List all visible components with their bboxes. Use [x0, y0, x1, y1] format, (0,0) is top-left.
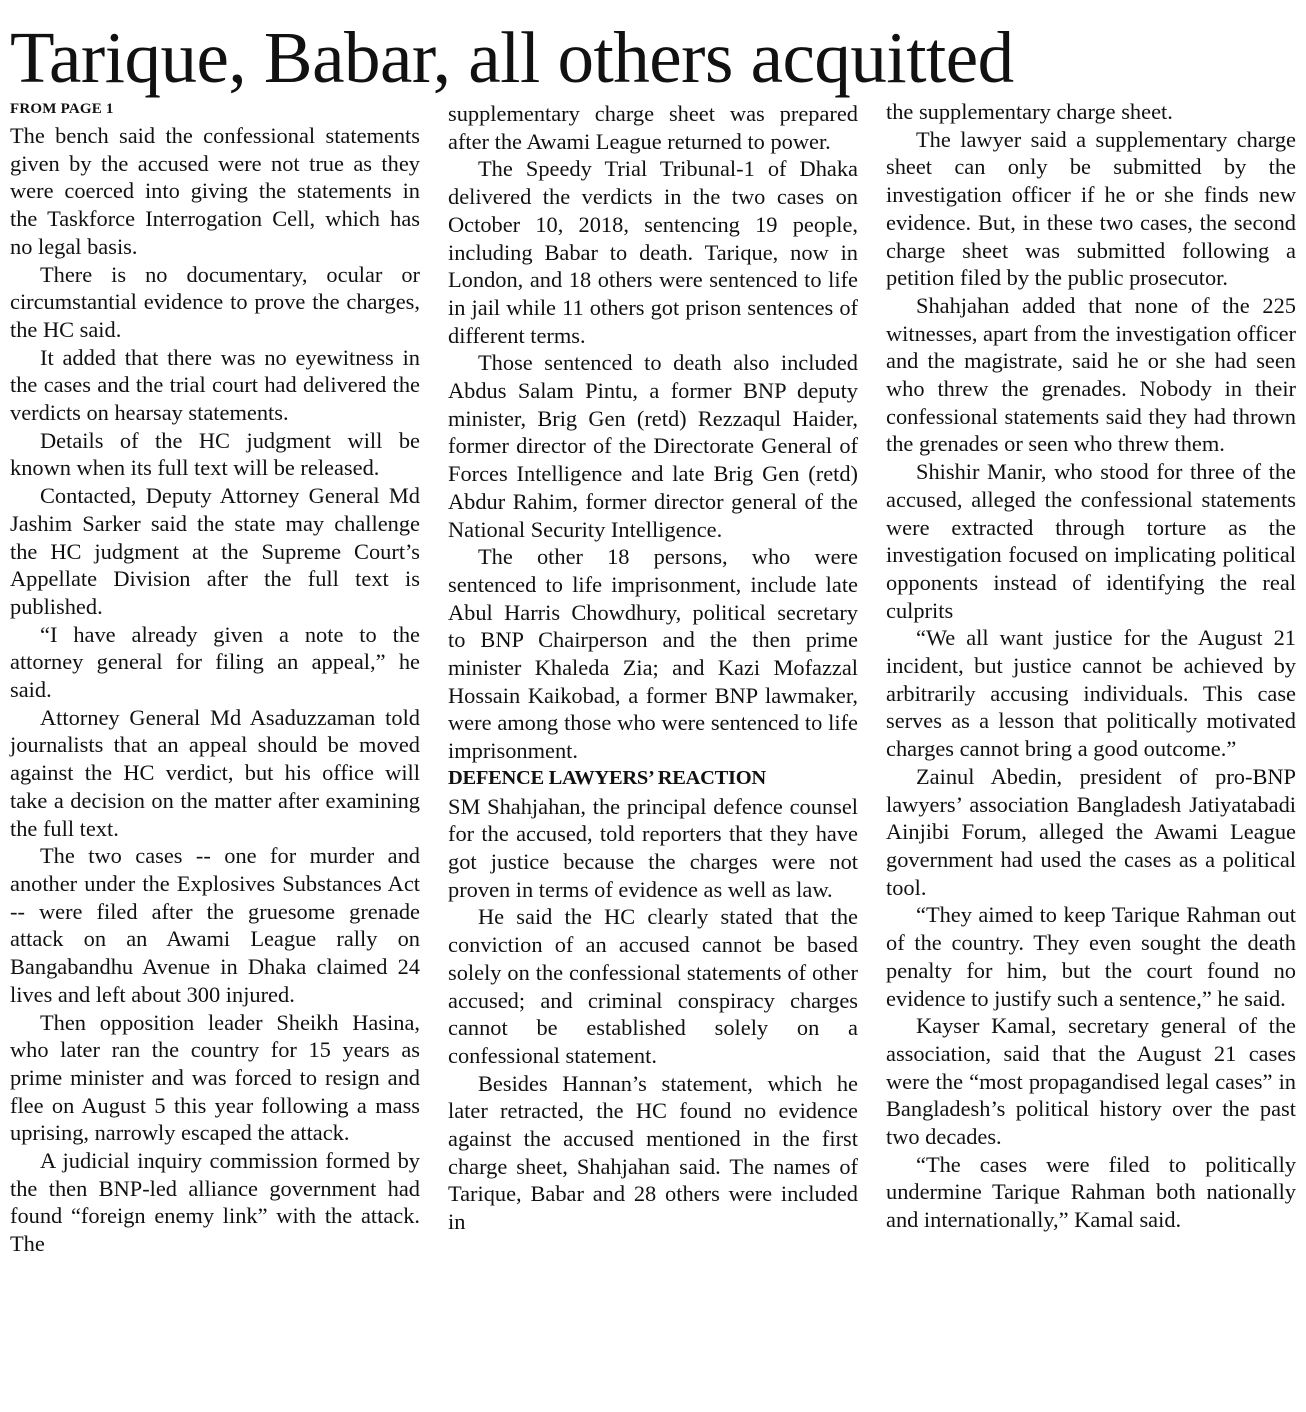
article-column-1: [10, 100, 420, 1258]
paragraph: supplementary charge sheet was prepared after the Awami League returned to power.: [448, 101, 858, 154]
paragraph: Shahjahan added that none of the 225 witnesses, apart from the investigation officer and the magistrate, said he or she had seen who threw the grenades. Nobody in their confessional statements said they had thrown the grenades or seen who threw them.: [886, 292, 1296, 457]
paragraph: Contacted, Deputy Attorney General Md Jashim Sarker said the state may challenge the HC judgment at the Supreme Court’s Appellate Division after the full text is published.: [10, 483, 420, 619]
headline: Tarique, Babar, all others acquitted: [10, 17, 1014, 98]
paragraph: There is no documentary, ocular or circumstantial evidence to prove the charges, the HC said.: [10, 261, 420, 342]
paragraph: Those sentenced to death also included Abdus Salam Pintu, a former BNP deputy minister, Brig Gen (retd) Rezzaqul Haider, former director of the Directorate General of Forces Intelligence and late Brig Gen (retd) Abdur Rahim, former director general of the National Security Intelligence.: [448, 350, 858, 542]
paragraph: Besides Hannan’s statement, which he later retracted, the HC found no evidence against the accused mentioned in the first charge sheet, Shahjahan said. The names of Tarique, Babar and 28 others were included in: [448, 1070, 858, 1235]
paragraph: Kayser Kamal, secretary general of the association, said that the August 21 cases were the “most propagandised legal cases” in Bangladesh’s political history over the past two decades.: [886, 1013, 1296, 1150]
paragraph: the supplementary charge sheet.: [886, 99, 1173, 124]
paragraph: SM Shahjahan, the principal defence counsel for the accused, told reporters that they have got justice because the charges were not proven in terms of evidence as well as law.: [448, 793, 858, 902]
paragraph: The lawyer said a supplementary charge sheet can only be submitted by the investigation officer if he or she finds new evidence. But, in these two cases, the second charge sheet was submitted following a petition filed by the public prosecutor.: [886, 126, 1296, 291]
paragraph: The two cases -- one for murder and another under the Explosives Substances Act -- were filed after the gruesome grenade attack on an Awami League rally on Bangabandhu Avenue in Dhaka claimed 24 lives and left about 300 injured.: [10, 843, 420, 1007]
paragraph: “I have already given a note to the attorney general for filing an appeal,” he said.: [10, 621, 420, 703]
subhead-defence-lawyers-reaction: DEFENCE LAWYERS’ REACTION: [448, 766, 766, 789]
paragraph: The other 18 persons, who were sentenced to life imprisonment, include late Abul Harris Chowdhury, political secretary to BNP Chairperson and the then prime minister Khaleda Zia; and Kazi Mofazzal Hossain Kaikobad, a former BNP lawmaker, were among those who were sentenced to life imprisonment.: [448, 544, 858, 764]
article-column-3: [886, 98, 1296, 1234]
paragraph: The Speedy Trial Tribunal-1 of Dhaka delivered the verdicts in the two cases on October 10, 2018, sentencing 19 people, including Babar to death. Tarique, now in London, and 18 others were sentenced to life in jail while 11 others got prison sentences of different terms.: [448, 156, 858, 348]
paragraph: “They aimed to keep Tarique Rahman out of the country. They even sought the death penalty for him, but the court found no evidence to justify such a sentence,” he said.: [886, 902, 1296, 1011]
paragraph: He said the HC clearly stated that the conviction of an accused cannot be based solely on the confessional statements of other accused; and criminal conspiracy charges cannot be established solely on a confessional statement.: [448, 904, 858, 1068]
paragraph: Shishir Manir, who stood for three of the accused, alleged the confessional statements were extracted through torture as the investigation focused on implicating political opponents instead of identifying the real culprits: [886, 459, 1296, 623]
paragraph: Zainul Abedin, president of pro-BNP lawyers’ association Bangladesh Jatiyatabadi Ainjibi Forum, alleged the Awami League government had used the cases as a political tool.: [886, 763, 1296, 900]
paragraph: It added that there was no eyewitness in the cases and the trial court had delivered the verdicts on hearsay statements.: [10, 344, 420, 426]
paragraph: “The cases were filed to politically undermine Tarique Rahman both nationally and internationally,” Kamal said.: [886, 1151, 1296, 1233]
paragraph: “We all want justice for the August 21 incident, but justice cannot be achieved by arbitrarily accusing individuals. This case serves as a lesson that politically motivated charges cannot bring a good outcome.”: [886, 625, 1296, 762]
paragraph: Then opposition leader Sheikh Hasina, who later ran the country for 15 years as prime minister and was forced to resign and flee on August 5 this year following a mass uprising, narrowly escaped the attack.: [10, 1009, 420, 1146]
paragraph: Attorney General Md Asaduzzaman told journalists that an appeal should be moved against the HC verdict, but his office will take a decision on the matter after examining the full text.: [10, 704, 420, 841]
paragraph: Details of the HC judgment will be known when its full text will be released.: [10, 427, 420, 481]
paragraph: The bench said the confessional statements given by the accused were not true as they were coerced into giving the statements in the Taskforce Interrogation Cell, which has no legal basis.: [10, 123, 420, 259]
paragraph: A judicial inquiry commission formed by the then BNP-led alliance government had found “foreign enemy link” with the attack. The: [10, 1148, 420, 1257]
kicker-from-page-1: FROM PAGE 1: [10, 101, 114, 117]
article-column-2: [448, 100, 858, 1236]
